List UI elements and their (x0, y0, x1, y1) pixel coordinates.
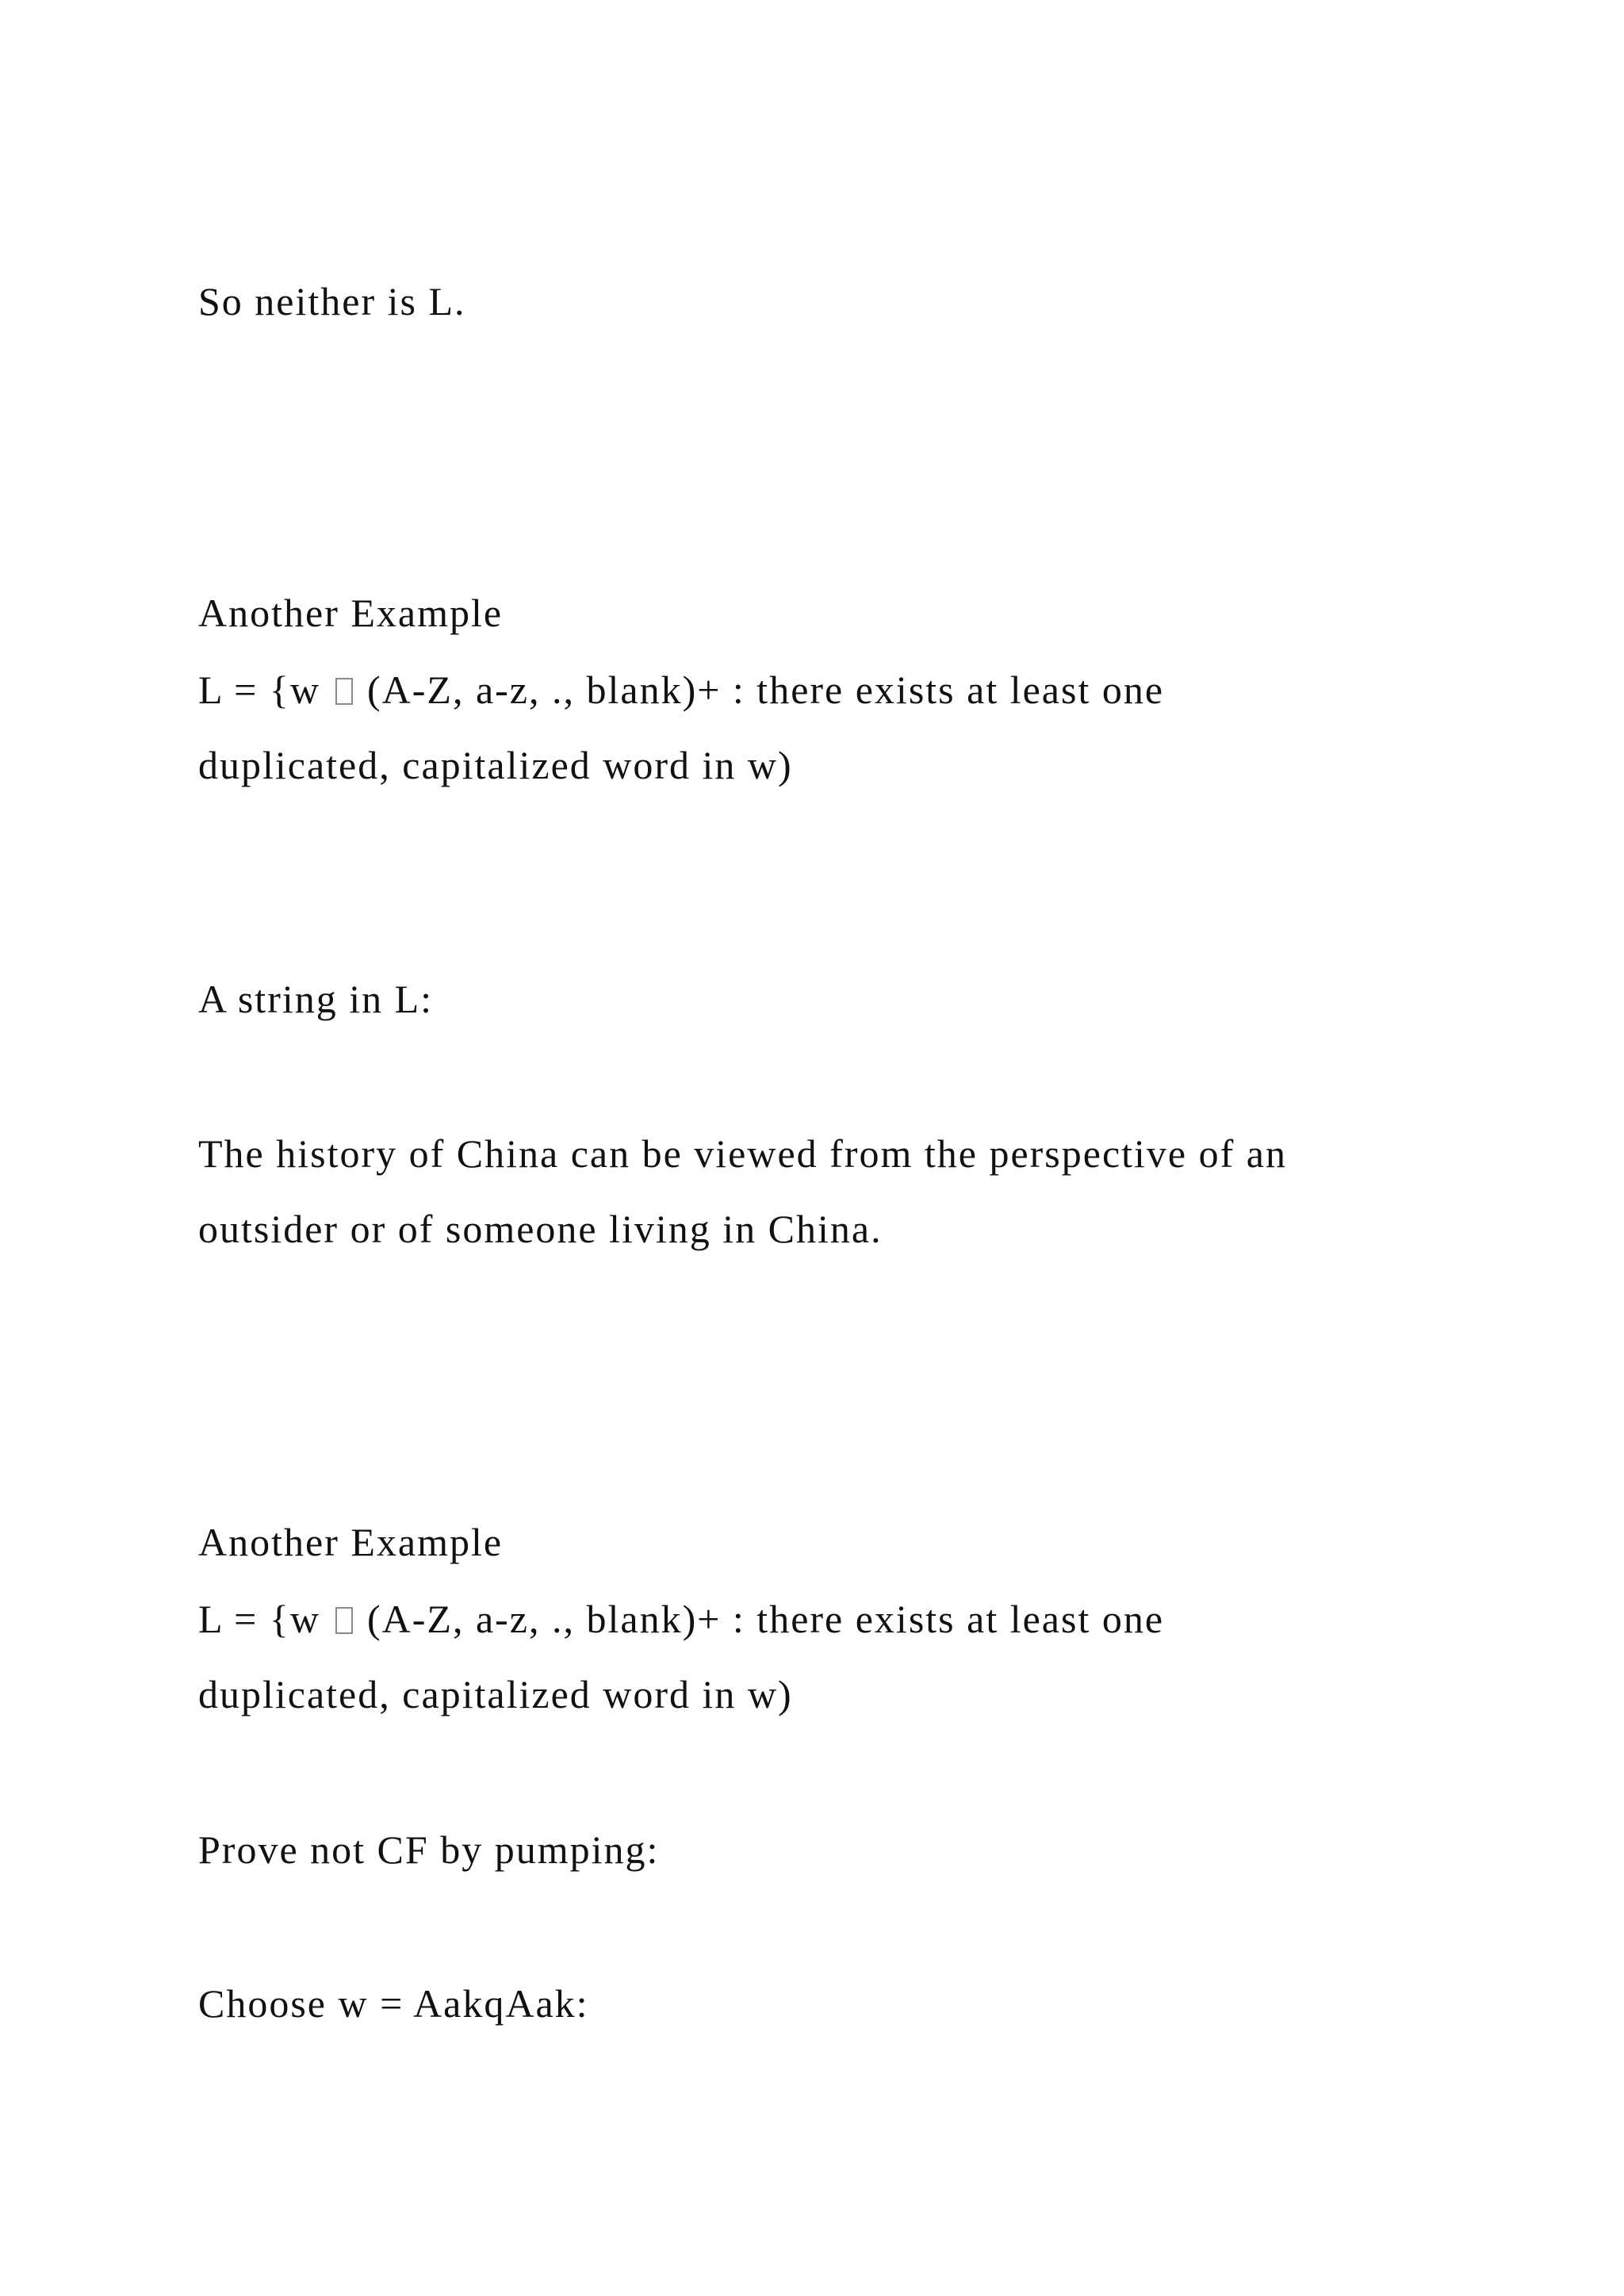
definition-prefix: L = {w (198, 1597, 320, 1641)
definition-suffix: (A-Z, a-z, ., blank)+ : there exists at least one (367, 668, 1165, 712)
missing-glyph-icon (335, 678, 353, 705)
language-definition-line-1a (198, 670, 1164, 710)
language-definition-line-1b: duplicated, capitalized word in w) (198, 743, 793, 787)
string-in-l-label: A string in L: (198, 977, 434, 1021)
missing-glyph-icon (335, 1607, 353, 1634)
conclusion-line: So neither is L. (198, 279, 466, 323)
example-sentence-line-1: The history of China can be viewed from the perspective of an (198, 1131, 1287, 1176)
example-heading-2: Another Example (198, 1520, 504, 1564)
language-definition-line-2b: duplicated, capitalized word in w) (198, 1672, 793, 1716)
example-sentence-line-2: outsider or of someone living in China. (198, 1207, 883, 1251)
definition-suffix: (A-Z, a-z, ., blank)+ : there exists at least one (367, 1597, 1165, 1641)
choose-w-line: Choose w = AakqAak: (198, 1981, 589, 2026)
proof-prompt: Prove not CF by pumping: (198, 1827, 660, 1872)
language-definition-line-2a (198, 1599, 1164, 1639)
definition-prefix: L = {w (198, 668, 320, 712)
example-heading-1: Another Example (198, 591, 504, 635)
